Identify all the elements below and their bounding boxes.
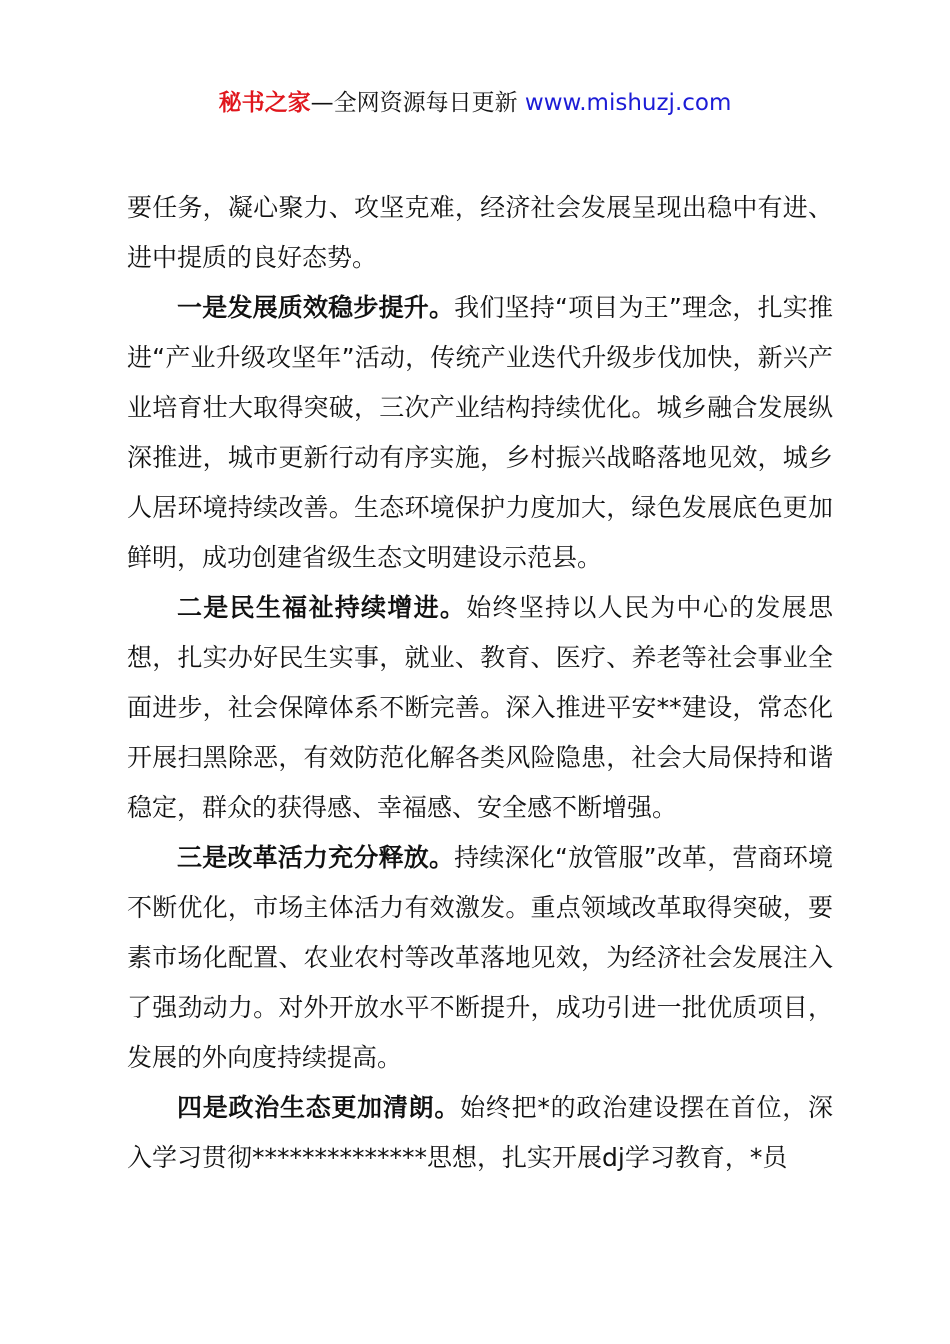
paragraph-lead: 一是发展质效稳步提升。 bbox=[177, 293, 455, 322]
paragraph-text: 持续深化“放管服”改革，营商环境不断优化，市场主体活力有效激发。重点领域改革取得突破，要素市场化配置、农业农村等改革落地见效，为经济社会发展注入了强劲动力。对外开放水平不断提升，成功引进一批优质项目，发展的外向度持续提高。 bbox=[127, 843, 833, 1072]
paragraph-development-quality bbox=[127, 283, 833, 583]
paragraph-text: 我们坚持“项目为王”理念，扎实推进“产业升级攻坚年”活动，传统产业迭代升级步伐加快，新兴产业培育壮大取得突破，三次产业结构持续优化。城乡融合发展纵深推进，城市更新行动有序实施，乡村振兴战略落地见效，城乡人居环境持续改善。生态环境保护力度加大，绿色发展底色更加鲜明，成功创建省级生态文明建设示范县。 bbox=[127, 293, 833, 572]
paragraph-livelihood bbox=[127, 583, 833, 833]
site-url: www.mishuzj.com bbox=[524, 90, 732, 116]
paragraph-political-ecology bbox=[127, 1083, 833, 1183]
paragraph-reform bbox=[127, 833, 833, 1083]
paragraph-continuation bbox=[127, 183, 833, 283]
paragraph-lead: 三是改革活力充分释放。 bbox=[177, 843, 455, 872]
paragraph-lead: 四是政治生态更加清朗。 bbox=[177, 1093, 461, 1122]
paragraph-text: 要任务，凝心聚力、攻坚克难，经济社会发展呈现出稳中有进、进中提质的良好态势。 bbox=[127, 193, 833, 272]
site-brand: 秘书之家 bbox=[218, 90, 311, 116]
page-header bbox=[0, 86, 950, 120]
document-body bbox=[127, 183, 833, 1183]
paragraph-text: 始终坚持以人民为中心的发展思想，扎实办好民生实事，就业、教育、医疗、养老等社会事业全面进步，社会保障体系不断完善。深入推进平安**建设，常态化开展扫黑除恶，有效防范化解各类风险隐患，社会大局保持和谐稳定，群众的获得感、幸福感、安全感不断增强。 bbox=[127, 593, 833, 822]
site-slogan: —全网资源每日更新 bbox=[310, 90, 525, 116]
paragraph-text: 始终把*的政治建设摆在首位，深入学习贯彻**************思想，扎实开展dj学习教育，*员 bbox=[127, 1093, 833, 1172]
paragraph-lead: 二是民生福祉持续增进。 bbox=[177, 593, 467, 622]
